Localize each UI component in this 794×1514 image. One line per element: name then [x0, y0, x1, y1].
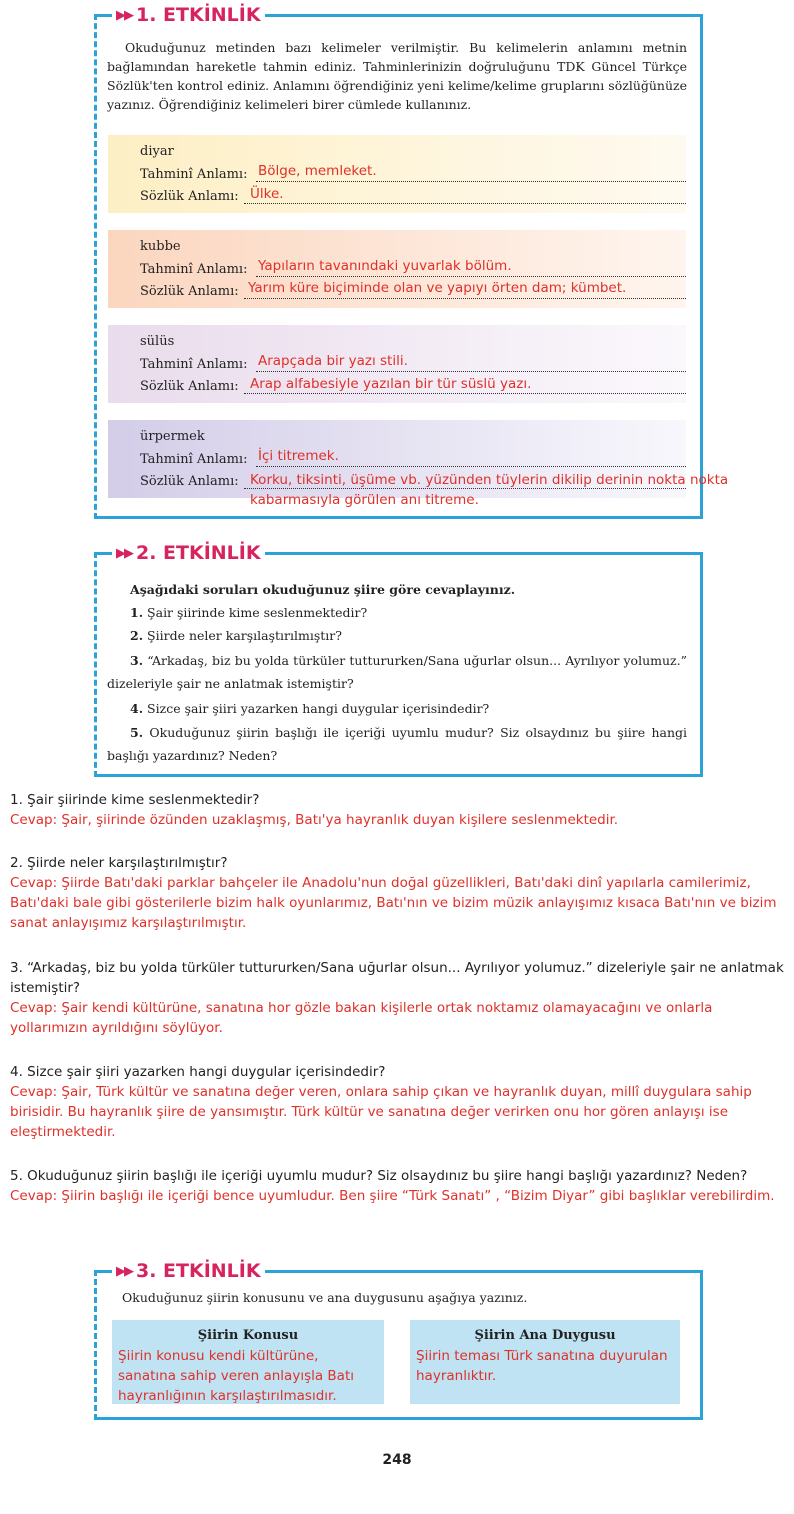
question-text: Okuduğunuz şiirin başlığı ile içeriği uyumlu mudur? Siz olsaydınız bu şiire hangi başlığı yazardınız? Neden? [107, 725, 687, 763]
emotion-answer: Şiirin teması Türk sanatına duyurulan hayranlıktır. [416, 1348, 668, 1384]
answer-text: Cevap: Şair, Türk kültür ve sanatına değer veren, onlara sahip çıkan ve hayranlık duyan, millî duygulara sahip birisidir. Bu hayranlık şiire de yansımıştır. Türk kültür ve sanatına değer verirken onu hor gören anlayışı ise eleştirmektedir. [10, 1084, 752, 1140]
answer-question: 4. Sizce şair şiiri yazarken hangi duygular içerisindedir? [10, 1064, 386, 1080]
word-term: kubbe [140, 239, 181, 254]
answer-text: Cevap: Şair, şiirinde özünden uzaklaşmış, Batı'ya hayranlık duyan kişilere seslenmektedir. [10, 812, 619, 828]
dict-answer: Ülke. [250, 186, 284, 202]
guess-line [256, 371, 686, 372]
subject-card [112, 1320, 384, 1404]
answer-question: 1. Şair şiirinde kime seslenmektedir? [10, 792, 260, 808]
answer-text: Cevap: Şair kendi kültürüne, sanatına hor gözle bakan kişilerle ortak noktamız olamayacağını ve onlarla yollarımızın ayrıldığını söylüyor. [10, 1000, 713, 1036]
question-4 [130, 697, 686, 720]
answer-text: Cevap: Şiirin başlığı ile içeriği bence uyumludur. Ben şiire “Türk Sanatı” , “Bizim Diyar” gibi başlıklar verebilirdim. [10, 1188, 775, 1204]
answer-block-1 [10, 790, 788, 830]
question-2 [130, 624, 686, 647]
question-1 [130, 601, 686, 624]
question-text: Şiirde neler karşılaştırılmıştır? [147, 628, 342, 643]
question-number: 4. [130, 701, 144, 716]
guess-label: Tahminî Anlamı: [140, 452, 248, 467]
dict-label: Sözlük Anlamı: [140, 189, 239, 204]
dict-line [244, 298, 686, 299]
subject-title: Şiirin Konusu [197, 1328, 299, 1343]
activity1-title: ▶▶ 1. ETKİNLİK [112, 4, 265, 26]
subject-answer: Şiirin konusu kendi kültürüne, sanatına sahip veren anlayışla Batı hayranlığının karşılaştırılmasıdır. [118, 1348, 354, 1404]
activity2-title: ▶▶ 2. ETKİNLİK [112, 542, 265, 564]
activity3-frame-left [94, 1270, 97, 1420]
dict-answer: Arap alfabesiyle yazılan bir tür süslü yazı. [250, 376, 532, 392]
answer-text: Cevap: Şiirde Batı'daki parklar bahçeler ile Anadolu'nun doğal güzellikleri, Batı'daki dinî yapılarla camilerimiz, Batı'daki bale gibi gösterilerle bizim halk oyunlarımız, Batı'nın ve bizim müzik anlayışımız kısaca Batı'nın ve bizim sanat anlayışımız karşılaştırılmıştır. [10, 875, 777, 931]
double-arrow-icon: ▶▶ [116, 8, 132, 23]
dict-label: Sözlük Anlamı: [140, 379, 239, 394]
dict-label: Sözlük Anlamı: [140, 284, 239, 299]
guess-label: Tahminî Anlamı: [140, 167, 248, 182]
emotion-card [410, 1320, 680, 1404]
dict-line [244, 203, 686, 204]
dict-label: Sözlük Anlamı: [140, 474, 239, 489]
page-number: 248 [382, 1452, 412, 1468]
word-panel-urpermek [108, 420, 729, 508]
guess-line [256, 276, 686, 277]
guess-line [256, 466, 686, 467]
emotion-title: Şiirin Ana Duygusu [474, 1328, 616, 1343]
word-term: diyar [140, 144, 174, 159]
word-panel-sulus [108, 325, 686, 403]
answer-block-3 [10, 958, 788, 1038]
answer-block-2 [10, 853, 788, 933]
guess-line [256, 181, 686, 182]
question-text: Şair şiirinde kime seslenmektedir? [147, 605, 368, 620]
answer-block-5 [10, 1166, 788, 1206]
dict-answer: Korku, tiksinti, üşüme vb. yüzünden tüylerin dikilip derinin nokta nokta kabarmasıyla görülen anı titreme. [250, 472, 729, 508]
guess-label: Tahminî Anlamı: [140, 262, 248, 277]
activity1-frame-left [94, 14, 97, 519]
question-text: “Arkadaş, biz bu yolda türküler tuttururken/Sana uğurlar olsun... Ayrılıyor yolumuz.” dizeleriyle şair ne anlatmak istemiştir? [107, 653, 687, 691]
dict-line [244, 393, 686, 394]
activity2-frame-left [94, 552, 97, 777]
question-number: 3. [130, 653, 144, 668]
question-text: Sizce şair şiiri yazarken hangi duygular içerisindedir? [147, 701, 490, 716]
guess-answer: Arapçada bir yazı stili. [258, 353, 408, 369]
question-number: 1. [130, 605, 144, 620]
question-number: 5. [130, 725, 144, 740]
double-arrow-icon: ▶▶ [116, 1264, 132, 1279]
guess-label: Tahminî Anlamı: [140, 357, 248, 372]
word-term: ürpermek [140, 429, 205, 444]
answer-question: 3. “Arkadaş, biz bu yolda türküler tuttururken/Sana uğurlar olsun... Ayrılıyor yolumuz.” dizeleriyle şair ne anlatmak istemiştir? [10, 960, 784, 996]
guess-answer: İçi titremek. [258, 448, 339, 464]
activity3-title: ▶▶ 3. ETKİNLİK [112, 1260, 265, 1282]
double-arrow-icon: ▶▶ [116, 546, 132, 561]
answer-question: 5. Okuduğunuz şiirin başlığı ile içeriği uyumlu mudur? Siz olsaydınız bu şiire hangi başlığı yazardınız? Neden? [10, 1168, 748, 1184]
word-panel-diyar [108, 135, 686, 213]
answer-block-4 [10, 1062, 788, 1142]
word-panel-kubbe [108, 230, 686, 308]
answer-question: 2. Şiirde neler karşılaştırılmıştır? [10, 855, 228, 871]
question-3 [107, 649, 687, 695]
activity1-intro: Okuduğunuz metinden bazı kelimeler verilmiştir. Bu kelimelerin anlamını metnin bağlamından hareketle tahmin ediniz. Tahminlerinizin doğruluğunu TDK Güncel Türkçe Sözlük'ten kontrol ediniz. Anlamını öğrendiğiniz yeni kelime/kelime gruplarını sözlüğünüze yazınız. Öğrendiğiniz kelimeleri birer cümlede kullanınız. [107, 40, 687, 112]
word-term: sülüs [140, 334, 175, 349]
dict-answer: Yarım küre biçiminde olan ve yapıyı örten dam; kümbet. [248, 280, 627, 296]
question-number: 2. [130, 628, 144, 643]
guess-answer: Bölge, memleket. [258, 163, 377, 179]
question-5 [107, 721, 687, 767]
guess-answer: Yapıların tavanındaki yuvarlak bölüm. [258, 258, 512, 274]
activity3-intro: Okuduğunuz şiirin konusunu ve ana duygusunu aşağıya yazınız. [122, 1290, 528, 1305]
activity2-heading: Aşağıdaki soruları okuduğunuz şiire göre cevaplayınız. [130, 582, 516, 597]
